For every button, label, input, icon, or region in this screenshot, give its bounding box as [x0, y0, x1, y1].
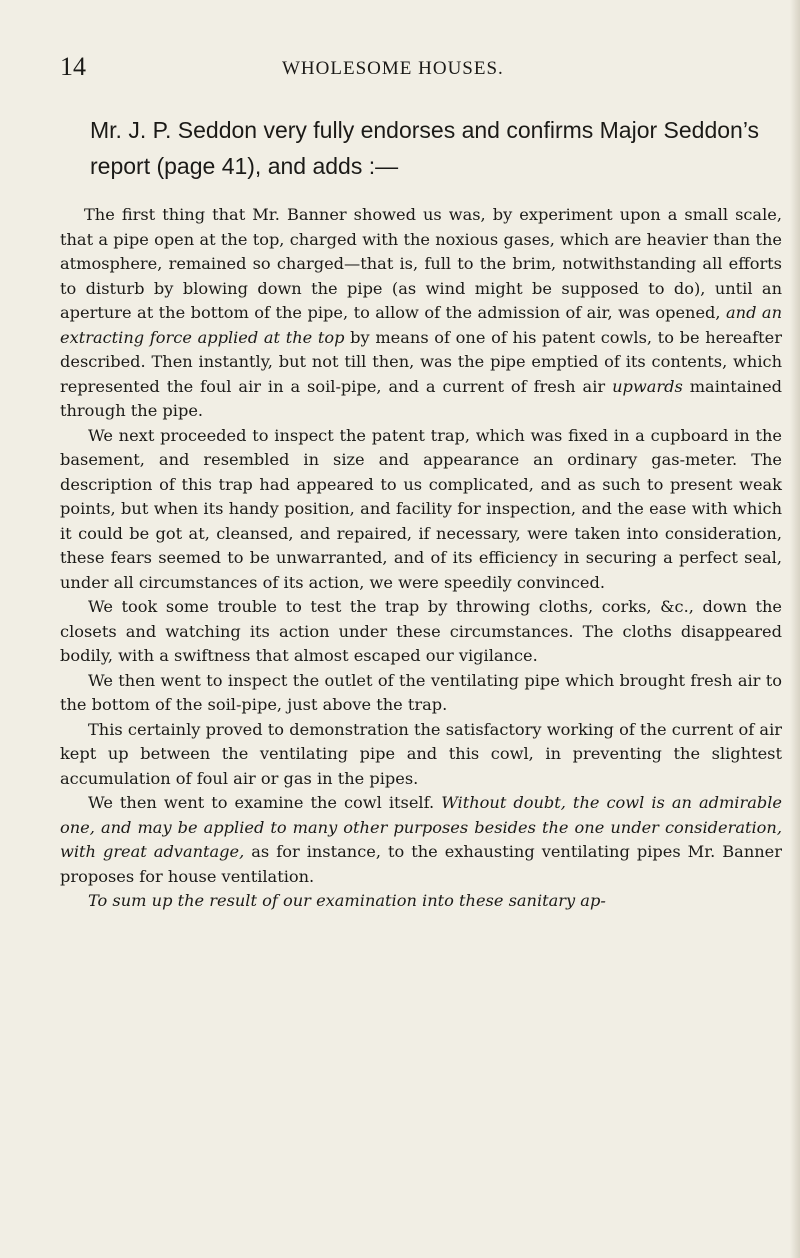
paragraph-1-part-e: maintained through the pipe. [60, 376, 783, 420]
paragraph-6-part-a: We then went to examine the cowl itself. [88, 793, 442, 812]
page-number: 14 [60, 52, 86, 81]
paragraph-7 [60, 889, 782, 914]
paragraph-6-part-c: as for instance, to the exhausting ventilating pipes Mr. Banner proposes for house ventilation. [60, 842, 783, 886]
paragraph-1-part-c: by means of one of his patent cowls, to be hereafter described. Then instantly, but not till then, was the pipe emptied of its contents, which represented the foul air in a soil-pipe, and a current of fresh air [60, 327, 782, 396]
page-edge-shadow [790, 0, 800, 1258]
intro-text: Mr. J. P. Seddon very fully endorses and confirms Major Seddon’s report (page 41), and adds :— [90, 117, 760, 179]
paragraph-6-italic: Without doubt, the cowl is an admirable one, and may be applied to many other purposes besides the one under consideration, with great advantage, [60, 793, 782, 861]
paragraph-3: We took some trouble to test the trap by throwing cloths, corks, &c., down the closets and watching its action under these circumstances. The cloths disappeared bodily, with a swiftness that almost escaped our vigilance. [60, 597, 782, 665]
paragraph-1-part-a: The first thing that Mr. Banner showed us was, by experiment upon a small scale, that a pipe open at the top, charged with the noxious gases, which are heavier than the atmosphere, remained so charged—that is, full to the brim, notwithstanding all efforts to disturb by blowing down the pipe (as wind might be supposed to do), until an aperture at the bottom of the pipe, to allow of the admission of air, was opened, [60, 205, 782, 322]
running-head: WHOLESOME HOUSES. [282, 58, 504, 79]
intro-heading [90, 112, 780, 184]
page-header [60, 52, 790, 82]
paragraph-7-italic: To sum up the result of our examination into these sanitary ap- [88, 891, 606, 910]
paragraph-6 [60, 791, 782, 889]
body-text [60, 203, 782, 914]
paragraph-4: We then went to inspect the outlet of the ventilating pipe which brought fresh air to the bottom of the soil-pipe, just above the trap. [60, 670, 782, 714]
paragraph-1 [60, 203, 782, 424]
paragraph-1-italic-b: upwards [612, 376, 683, 396]
paragraph-5: This certainly proved to demonstration the satisfactory working of the current of air kept up between the ventilating pipe and this cowl, in preventing the slightest accumulation of foul air or gas in the pipes. [60, 719, 782, 788]
paragraph-1-italic-a: and an extracting force applied at the top [60, 303, 782, 347]
paragraph-2: We next proceeded to inspect the patent trap, which was fixed in a cupboard in the basement, and resembled in size and appearance an ordinary gas-meter. The description of this trap had appeared to us complicated, and as such to present weak points, but when its handy position, and facility for inspection, and the ease with which it could be got at, cleansed, and repaired, if necessary, were taken into consideration, these fears seemed to be unwarranted, and of its efficiency in securing a perfect seal, under all circumstances of its action, we were speedily convinced. [60, 425, 782, 592]
